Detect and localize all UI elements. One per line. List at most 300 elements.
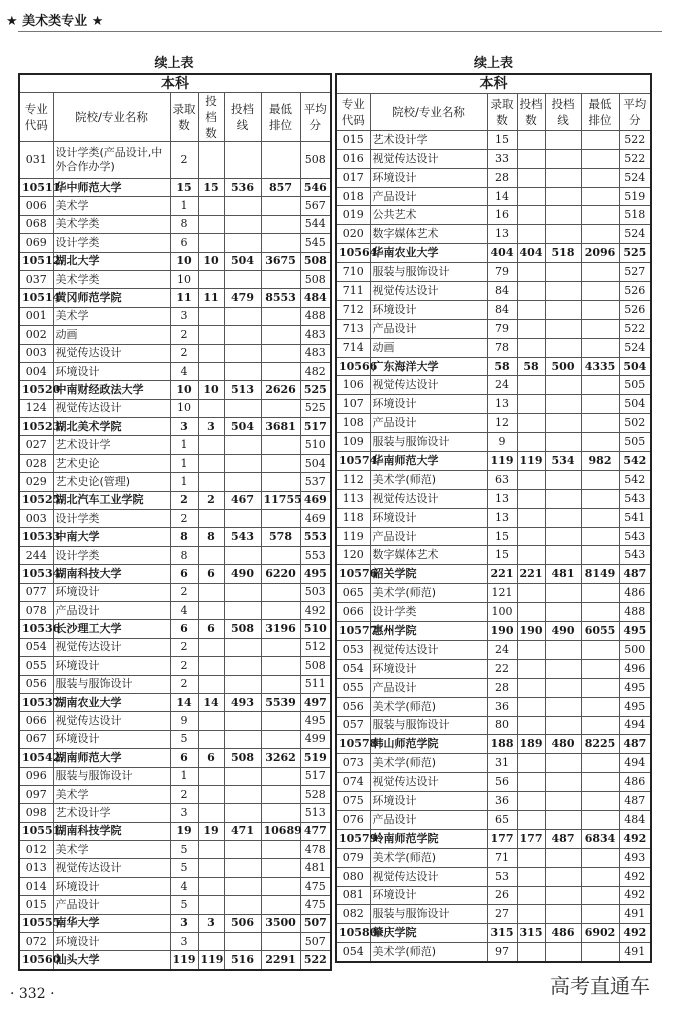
- cell-min-rank: 4335: [581, 357, 619, 376]
- cell-avg-score: 517: [300, 767, 331, 785]
- cell-admitted: 2: [170, 657, 198, 675]
- major-row: [336, 603, 651, 622]
- cell-avg-score: 508: [300, 657, 331, 675]
- cell-filed: [198, 454, 224, 472]
- cell-min-rank: [261, 344, 300, 362]
- cell-code: 097: [19, 785, 53, 803]
- cell-admitted: 79: [487, 263, 517, 282]
- cell-min-rank: [581, 659, 619, 678]
- cell-avg-score: 507: [300, 933, 331, 951]
- cell-filed: [517, 508, 545, 527]
- cell-cutoff-score: [224, 307, 261, 325]
- cell-cutoff-score: [545, 754, 581, 773]
- cell-name: 环境设计: [370, 792, 487, 811]
- cell-min-rank: 2626: [261, 381, 300, 399]
- cell-name: 韩山师范学院: [370, 735, 487, 754]
- cell-min-rank: [581, 187, 619, 206]
- cell-filed: 14: [198, 693, 224, 711]
- cell-min-rank: [261, 234, 300, 252]
- cell-name: 视觉传达设计: [370, 640, 487, 659]
- cell-cutoff-score: [224, 454, 261, 472]
- cell-filed: [517, 603, 545, 622]
- cell-avg-score: 495: [619, 697, 651, 716]
- cell-filed: [517, 867, 545, 886]
- cell-min-rank: 3262: [261, 749, 300, 767]
- cell-admitted: 9: [487, 433, 517, 452]
- cell-admitted: 221: [487, 565, 517, 584]
- major-row: [19, 307, 331, 325]
- cell-filed: [198, 344, 224, 362]
- cell-min-rank: [581, 130, 619, 149]
- cell-code: 112: [336, 470, 370, 489]
- cell-avg-score: 502: [619, 414, 651, 433]
- major-row: [336, 168, 651, 187]
- cell-min-rank: [261, 399, 300, 417]
- cell-cutoff-score: [224, 362, 261, 380]
- cell-min-rank: [581, 810, 619, 829]
- major-row: [336, 433, 651, 452]
- cell-code: 003: [19, 510, 53, 528]
- cell-avg-score: 553: [300, 528, 331, 546]
- cell-min-rank: [261, 601, 300, 619]
- cell-avg-score: 496: [619, 659, 651, 678]
- cell-cutoff-score: [224, 933, 261, 951]
- cell-name: 美术学(师范): [370, 697, 487, 716]
- cell-name: 动画: [53, 326, 170, 344]
- cell-name: 视觉传达设计: [53, 859, 170, 877]
- cell-admitted: 28: [487, 168, 517, 187]
- cell-min-rank: [261, 785, 300, 803]
- cell-filed: [198, 326, 224, 344]
- cell-cutoff-score: [224, 215, 261, 233]
- cell-name: 产品设计: [370, 414, 487, 433]
- cell-code: 10560: [19, 951, 53, 970]
- cell-filed: 190: [517, 622, 545, 641]
- cell-admitted: 79: [487, 319, 517, 338]
- cell-filed: [198, 601, 224, 619]
- cell-admitted: 6: [170, 565, 198, 583]
- cell-min-rank: [261, 473, 300, 491]
- cell-name: 服装与服饰设计: [370, 433, 487, 452]
- cell-name: 美术学类: [53, 270, 170, 288]
- cell-avg-score: 537: [300, 473, 331, 491]
- cell-code: 031: [19, 142, 53, 179]
- cell-avg-score: 497: [300, 693, 331, 711]
- cell-admitted: 404: [487, 244, 517, 263]
- cell-min-rank: [581, 433, 619, 452]
- cell-admitted: 10: [170, 381, 198, 399]
- cell-admitted: 84: [487, 300, 517, 319]
- cell-name: 服装与服饰设计: [370, 905, 487, 924]
- cell-name: 艺术设计学: [53, 436, 170, 454]
- cell-code: 10520: [19, 381, 53, 399]
- continued-label-left: 续上表: [154, 56, 194, 71]
- cell-code: 10564: [336, 244, 370, 263]
- major-row: [336, 943, 651, 962]
- cell-admitted: 36: [487, 792, 517, 811]
- cell-admitted: 9: [170, 712, 198, 730]
- cell-code: 109: [336, 433, 370, 452]
- cell-cutoff-score: 486: [545, 924, 581, 943]
- cell-avg-score: 487: [619, 565, 651, 584]
- cell-min-rank: [581, 225, 619, 244]
- cell-min-rank: [581, 282, 619, 301]
- cell-admitted: 19: [170, 822, 198, 840]
- cell-avg-score: 484: [300, 289, 331, 307]
- cell-code: 074: [336, 773, 370, 792]
- admission-table-left: [18, 73, 332, 971]
- cell-admitted: 3: [170, 914, 198, 932]
- school-row: [336, 735, 651, 754]
- cell-code: 10579: [336, 829, 370, 848]
- cell-filed: [517, 810, 545, 829]
- cell-min-rank: [261, 675, 300, 693]
- cell-code: 054: [336, 659, 370, 678]
- cell-cutoff-score: [224, 399, 261, 417]
- cell-name: 服装与服饰设计: [370, 263, 487, 282]
- cell-name: 设计学类: [53, 510, 170, 528]
- cell-name: 湖北汽车工业学院: [53, 491, 170, 509]
- cell-min-rank: [581, 149, 619, 168]
- cell-filed: [517, 489, 545, 508]
- cell-admitted: 1: [170, 197, 198, 215]
- header-name: 院校/专业名称: [53, 93, 170, 142]
- cell-admitted: 5: [170, 841, 198, 859]
- cell-filed: [517, 130, 545, 149]
- cell-filed: [517, 300, 545, 319]
- cell-code: 013: [19, 859, 53, 877]
- cell-filed: 6: [198, 620, 224, 638]
- cell-filed: [517, 376, 545, 395]
- cell-filed: [198, 675, 224, 693]
- cell-min-rank: 578: [261, 528, 300, 546]
- cell-code: 10536: [19, 620, 53, 638]
- cell-code: 056: [19, 675, 53, 693]
- cell-cutoff-score: [224, 675, 261, 693]
- cell-filed: [517, 149, 545, 168]
- cell-name: 湖南农业大学: [53, 693, 170, 711]
- cell-avg-score: 517: [300, 418, 331, 436]
- header-cutoff-score: 投档线: [545, 93, 581, 130]
- cell-admitted: 6: [170, 620, 198, 638]
- cell-cutoff-score: [545, 508, 581, 527]
- cell-code: 028: [19, 454, 53, 472]
- cell-avg-score: 545: [300, 234, 331, 252]
- cell-name: 环境设计: [53, 730, 170, 748]
- cell-cutoff-score: [545, 810, 581, 829]
- school-row: [19, 693, 331, 711]
- cell-name: 环境设计: [370, 508, 487, 527]
- cell-avg-score: 510: [300, 620, 331, 638]
- school-row: [336, 829, 651, 848]
- major-row: [19, 197, 331, 215]
- cell-filed: [198, 785, 224, 803]
- cell-code: 113: [336, 489, 370, 508]
- cell-admitted: 119: [170, 951, 198, 970]
- cell-min-rank: [581, 319, 619, 338]
- cell-cutoff-score: 504: [224, 252, 261, 270]
- major-row: [336, 149, 651, 168]
- cell-avg-score: 542: [619, 470, 651, 489]
- cell-cutoff-score: [545, 867, 581, 886]
- cell-name: 湖南科技大学: [53, 565, 170, 583]
- cell-filed: [517, 697, 545, 716]
- cell-name: 视觉传达设计: [53, 712, 170, 730]
- cell-code: 069: [19, 234, 53, 252]
- cell-filed: [517, 640, 545, 659]
- cell-admitted: 3: [170, 804, 198, 822]
- cell-cutoff-score: 493: [224, 693, 261, 711]
- cell-code: 710: [336, 263, 370, 282]
- cell-cutoff-score: [224, 270, 261, 288]
- cell-admitted: 8: [170, 215, 198, 233]
- cell-admitted: 190: [487, 622, 517, 641]
- cell-min-rank: 3196: [261, 620, 300, 638]
- cell-code: 056: [336, 697, 370, 716]
- cell-min-rank: 8149: [581, 565, 619, 584]
- cell-admitted: 5: [170, 730, 198, 748]
- school-row: [19, 528, 331, 546]
- major-row: [19, 859, 331, 877]
- cell-min-rank: [581, 263, 619, 282]
- cell-code: 119: [336, 527, 370, 546]
- cell-code: 081: [336, 886, 370, 905]
- cell-cutoff-score: [545, 130, 581, 149]
- cell-min-rank: 2096: [581, 244, 619, 263]
- cell-code: 096: [19, 767, 53, 785]
- cell-admitted: 1: [170, 454, 198, 472]
- cell-name: 艺术史论(管理): [53, 473, 170, 491]
- cell-cutoff-score: [545, 263, 581, 282]
- cell-name: 数字媒体艺术: [370, 546, 487, 565]
- cell-admitted: 100: [487, 603, 517, 622]
- cell-cutoff-score: [224, 657, 261, 675]
- cell-name: 环境设计: [53, 877, 170, 895]
- cell-name: 环境设计: [370, 300, 487, 319]
- major-row: [336, 678, 651, 697]
- cell-admitted: 84: [487, 282, 517, 301]
- cell-min-rank: [261, 546, 300, 564]
- cell-filed: [517, 282, 545, 301]
- cell-avg-score: 542: [619, 452, 651, 471]
- cell-min-rank: [581, 603, 619, 622]
- cell-cutoff-score: 481: [545, 565, 581, 584]
- cell-avg-score: 518: [619, 206, 651, 225]
- cell-admitted: 63: [487, 470, 517, 489]
- cell-min-rank: 857: [261, 179, 300, 197]
- cell-admitted: 71: [487, 848, 517, 867]
- cell-min-rank: [261, 436, 300, 454]
- cell-admitted: 10: [170, 399, 198, 417]
- cell-cutoff-score: [545, 414, 581, 433]
- cell-avg-score: 491: [619, 905, 651, 924]
- cell-avg-score: 491: [619, 943, 651, 962]
- cell-cutoff-score: 508: [224, 749, 261, 767]
- cell-code: 002: [19, 326, 53, 344]
- cell-code: 711: [336, 282, 370, 301]
- cell-filed: 11: [198, 289, 224, 307]
- cell-admitted: 22: [487, 659, 517, 678]
- cell-avg-score: 525: [300, 381, 331, 399]
- cell-avg-score: 478: [300, 841, 331, 859]
- cell-cutoff-score: 467: [224, 491, 261, 509]
- cell-code: 712: [336, 300, 370, 319]
- major-row: [19, 841, 331, 859]
- cell-avg-score: 527: [619, 263, 651, 282]
- cell-name: 视觉传达设计: [370, 867, 487, 886]
- cell-cutoff-score: [224, 877, 261, 895]
- cell-admitted: 13: [487, 225, 517, 244]
- cell-cutoff-score: [224, 344, 261, 362]
- school-row: [336, 244, 651, 263]
- cell-admitted: 13: [487, 508, 517, 527]
- cell-name: 汕头大学: [53, 951, 170, 970]
- cell-filed: 19: [198, 822, 224, 840]
- cell-filed: [198, 712, 224, 730]
- cell-code: 004: [19, 362, 53, 380]
- header-admitted: 录取数: [170, 93, 198, 142]
- cell-admitted: 27: [487, 905, 517, 924]
- cell-name: 产品设计: [370, 527, 487, 546]
- cell-min-rank: [261, 362, 300, 380]
- cell-code: 10523: [19, 418, 53, 436]
- cell-filed: [517, 584, 545, 603]
- cell-avg-score: 495: [619, 678, 651, 697]
- school-row: [19, 914, 331, 932]
- cell-filed: [517, 886, 545, 905]
- cell-cutoff-score: 504: [224, 418, 261, 436]
- cell-cutoff-score: 536: [224, 179, 261, 197]
- cell-code: 10551: [19, 822, 53, 840]
- cell-cutoff-score: [545, 584, 581, 603]
- cell-avg-score: 544: [300, 215, 331, 233]
- cell-avg-score: 528: [300, 785, 331, 803]
- cell-min-rank: [261, 767, 300, 785]
- cell-admitted: 14: [170, 693, 198, 711]
- cell-filed: [198, 730, 224, 748]
- school-row: [19, 951, 331, 970]
- cell-cutoff-score: [545, 395, 581, 414]
- header-admitted: 录取数: [487, 93, 517, 130]
- cell-name: 环境设计: [370, 886, 487, 905]
- cell-cutoff-score: 480: [545, 735, 581, 754]
- cell-code: 10512: [19, 252, 53, 270]
- cell-name: 环境设计: [370, 659, 487, 678]
- cell-avg-score: 543: [619, 546, 651, 565]
- cell-cutoff-score: [545, 773, 581, 792]
- major-row: [336, 546, 651, 565]
- cell-name: 公共艺术: [370, 206, 487, 225]
- cell-name: 艺术设计学: [370, 130, 487, 149]
- cell-min-rank: [581, 376, 619, 395]
- cell-min-rank: 2291: [261, 951, 300, 970]
- cell-cutoff-score: [224, 785, 261, 803]
- cell-name: 美术学: [53, 785, 170, 803]
- cell-filed: [517, 414, 545, 433]
- cell-filed: 3: [198, 914, 224, 932]
- cell-cutoff-score: [224, 583, 261, 601]
- cell-name: 惠州学院: [370, 622, 487, 641]
- cell-name: 数字媒体艺术: [370, 225, 487, 244]
- cell-name: 美术学(师范): [370, 848, 487, 867]
- cell-filed: [198, 197, 224, 215]
- cell-name: 设计学类(产品设计,中外合作办学): [53, 142, 170, 179]
- cell-cutoff-score: [545, 206, 581, 225]
- cell-filed: [517, 206, 545, 225]
- cell-code: 244: [19, 546, 53, 564]
- cell-avg-score: 526: [619, 300, 651, 319]
- major-row: [336, 414, 651, 433]
- cell-code: 073: [336, 754, 370, 773]
- cell-admitted: 15: [487, 130, 517, 149]
- cell-avg-score: 503: [300, 583, 331, 601]
- cell-min-rank: [581, 508, 619, 527]
- header-code: 专业代码: [336, 93, 370, 130]
- major-row: [19, 270, 331, 288]
- cell-avg-score: 543: [619, 489, 651, 508]
- cell-code: 012: [19, 841, 53, 859]
- major-row: [19, 601, 331, 619]
- cell-name: 动画: [370, 338, 487, 357]
- cell-cutoff-score: [224, 638, 261, 656]
- major-row: [19, 712, 331, 730]
- cell-cutoff-score: [224, 712, 261, 730]
- cell-avg-score: 469: [300, 510, 331, 528]
- cell-filed: [198, 473, 224, 491]
- cell-admitted: 1: [170, 436, 198, 454]
- cell-min-rank: 8553: [261, 289, 300, 307]
- cell-name: 视觉传达设计: [53, 399, 170, 417]
- major-row: [19, 454, 331, 472]
- cell-admitted: 56: [487, 773, 517, 792]
- cell-admitted: 36: [487, 697, 517, 716]
- cell-avg-score: 524: [619, 338, 651, 357]
- cell-min-rank: 3500: [261, 914, 300, 932]
- major-row: [336, 470, 651, 489]
- major-row: [336, 508, 651, 527]
- cell-avg-score: 492: [300, 601, 331, 619]
- major-row: [19, 896, 331, 914]
- cell-admitted: 119: [487, 452, 517, 471]
- cell-filed: [517, 716, 545, 735]
- cell-filed: [198, 767, 224, 785]
- major-row: [336, 754, 651, 773]
- cell-name: 环境设计: [53, 933, 170, 951]
- cell-admitted: 1: [170, 473, 198, 491]
- major-row: [336, 225, 651, 244]
- cell-admitted: 12: [487, 414, 517, 433]
- major-row: [336, 886, 651, 905]
- cell-name: 产品设计: [53, 601, 170, 619]
- cell-code: 10574: [336, 452, 370, 471]
- cell-admitted: 3: [170, 933, 198, 951]
- cell-avg-score: 511: [300, 675, 331, 693]
- cell-admitted: 80: [487, 716, 517, 735]
- cell-code: 10534: [19, 565, 53, 583]
- cell-admitted: 3: [170, 418, 198, 436]
- cell-filed: [198, 436, 224, 454]
- cell-name: 产品设计: [370, 319, 487, 338]
- cell-admitted: 10: [170, 270, 198, 288]
- cell-min-rank: [261, 142, 300, 179]
- cell-filed: [198, 399, 224, 417]
- cell-admitted: 31: [487, 754, 517, 773]
- major-row: [19, 785, 331, 803]
- school-row: [19, 381, 331, 399]
- school-row: [19, 289, 331, 307]
- cell-name: 环境设计: [370, 395, 487, 414]
- cell-min-rank: [581, 527, 619, 546]
